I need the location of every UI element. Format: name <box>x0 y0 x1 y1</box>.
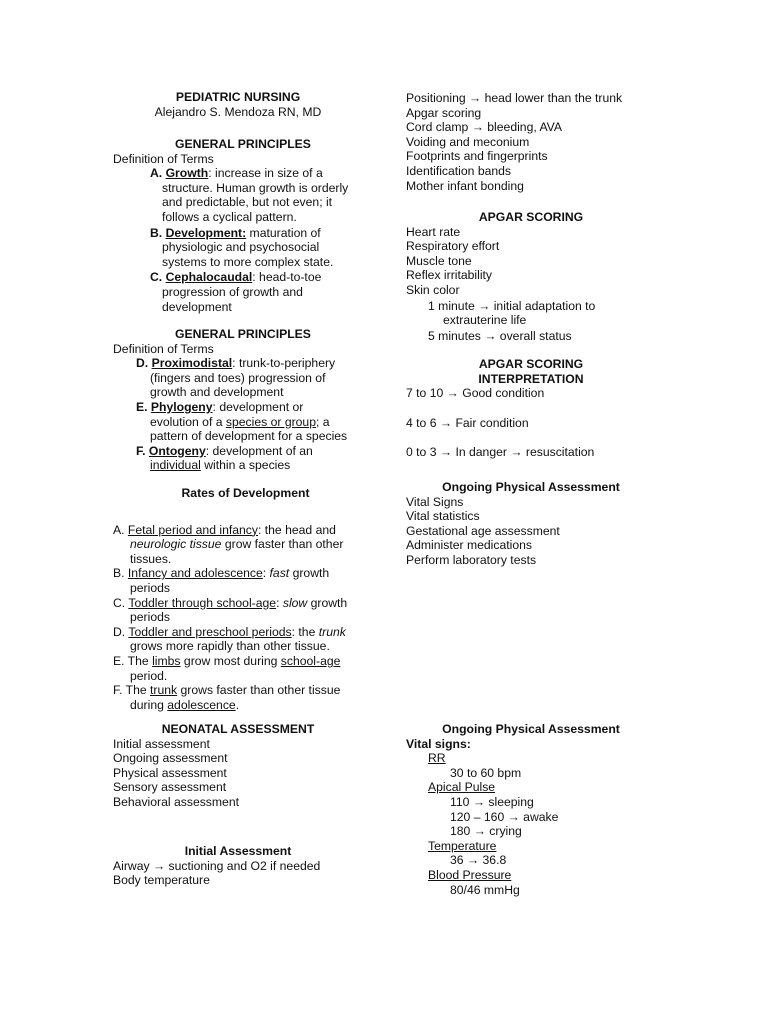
list-item: Voiding and meconium <box>406 134 530 149</box>
list-item: Identification bands <box>406 163 512 178</box>
section-heading: Ongoing Physical Assessment <box>442 722 620 736</box>
rate-b: B. Infancy and adolescence: fast growth <box>113 566 330 581</box>
vital-signs-label: Vital signs: <box>406 736 471 751</box>
rr-value: 30 to 60 bpm <box>450 765 522 780</box>
list-item: Skin color <box>406 282 460 297</box>
apical-pulse-label: Apical Pulse <box>428 780 496 795</box>
rate-e: E. The limbs grow most during school-age <box>113 653 341 668</box>
initial-assessment <box>113 844 363 888</box>
list-item: Ongoing assessment <box>113 751 228 766</box>
procedures-list <box>406 91 666 193</box>
list-item: Respiratory effort <box>406 239 500 254</box>
neonatal-assessment <box>113 722 363 810</box>
def-line: and predictable, but not even; it <box>162 195 333 210</box>
section-heading: APGAR SCORING <box>478 210 584 224</box>
temperature-value: 36 → 36.8 <box>450 853 507 868</box>
apgar-5-minutes: 5 minutes → overall status <box>428 328 572 343</box>
apical-value: 120 – 160 → awake <box>450 809 559 824</box>
term-proximodistal: D. Proximodistal: trunk-to-periphery <box>136 356 336 371</box>
ongoing-assessment-2 <box>406 722 656 897</box>
list-item: Apgar scoring <box>406 105 482 120</box>
apgar-1-minute-cont: extrauterine life <box>443 313 527 328</box>
list-item: Administer medications <box>406 538 532 553</box>
section-heading: APGAR SCORING <box>478 357 584 371</box>
general-principles-2 <box>113 327 373 473</box>
list-item: Perform laboratory tests <box>406 552 537 567</box>
apgar-interpretation <box>406 357 656 460</box>
list-item: Airway → suctioning and O2 if needed <box>113 858 321 873</box>
subheading: Definition of Terms <box>113 341 214 356</box>
def-line: physiologic and psychosocial <box>162 240 320 255</box>
apgar-1-minute: 1 minute → initial adaptation to <box>428 298 596 313</box>
term-cephalocaudal: C. Cephalocaudal: head-to-toe <box>150 270 322 285</box>
def-line: evolution of a species or group; a <box>150 414 330 429</box>
list-item: Reflex irritability <box>406 268 493 283</box>
def-line: development <box>162 299 232 314</box>
list-item: Footprints and fingerprints <box>406 149 548 164</box>
apgar-scoring <box>406 210 656 343</box>
def-line: follows a cyclical pattern. <box>162 209 297 224</box>
rate-c: C. Toddler through school-age: slow growth <box>113 595 348 610</box>
apical-value: 110 → sleeping <box>450 794 534 809</box>
score-good: 7 to 10 → Good condition <box>406 386 545 401</box>
list-item: Gestational age assessment <box>406 523 560 538</box>
rr-label: RR <box>428 751 446 766</box>
def-line: progression of growth and <box>162 284 303 299</box>
list-item: Sensory assessment <box>113 780 227 795</box>
list-item: Muscle tone <box>406 253 472 268</box>
author: Alejandro S. Mendoza RN, MD <box>154 104 322 119</box>
doc-title <box>113 90 363 119</box>
list-item: Cord clamp → bleeding, AVA <box>406 120 563 135</box>
apical-value: 180 → crying <box>450 824 522 839</box>
term-growth: A. Growth: increase in size of a <box>150 166 323 181</box>
subheading: Definition of Terms <box>113 151 214 166</box>
rate-f: F. The trunk grows faster than other tissue <box>113 683 341 698</box>
list-item: Behavioral assessment <box>113 794 239 809</box>
list-item: Heart rate <box>406 224 461 239</box>
rate-line: neurologic tissue grow faster than other <box>130 537 344 552</box>
rate-line: grows more rapidly than other tissue. <box>130 639 330 654</box>
term-phylogeny: E. Phylogeny: development or <box>136 399 304 414</box>
rate-line: during adolescence. <box>130 697 240 712</box>
rates-of-development <box>113 486 378 712</box>
list-item: Vital statistics <box>406 509 480 524</box>
section-heading: GENERAL PRINCIPLES <box>175 137 311 151</box>
list-item: Vital Signs <box>406 494 464 509</box>
score-danger: 0 to 3 → In danger → resuscitation <box>406 445 595 460</box>
section-heading: Rates of Development <box>181 486 310 500</box>
def-line: growth and development <box>150 385 284 400</box>
term-development: B. Development: maturation of <box>150 225 321 240</box>
title: PEDIATRIC NURSING <box>175 90 301 104</box>
list-item: Body temperature <box>113 873 210 888</box>
def-line: individual within a species <box>150 458 291 473</box>
list-item: Positioning → head lower than the trunk <box>406 91 623 105</box>
rate-line: period. <box>130 668 168 683</box>
blood-pressure-value: 80/46 mmHg <box>450 882 520 897</box>
blood-pressure-label: Blood Pressure <box>428 867 512 882</box>
ongoing-assessment-1 <box>406 480 656 568</box>
temperature-label: Temperature <box>428 838 497 853</box>
def-line: pattern of development for a species <box>150 429 348 444</box>
rate-d: D. Toddler and preschool periods: the trunk <box>113 624 346 639</box>
section-heading: Initial Assessment <box>184 844 292 858</box>
section-heading: INTERPRETATION <box>478 371 584 386</box>
rate-a: A. Fetal period and infancy: the head and <box>113 522 336 537</box>
rate-line: periods <box>130 610 170 625</box>
def-line: systems to more complex state. <box>162 254 334 269</box>
rate-line: periods <box>130 580 170 595</box>
list-item: Initial assessment <box>113 736 210 751</box>
score-fair: 4 to 6 → Fair condition <box>406 415 529 430</box>
section-heading: NEONATAL ASSESSMENT <box>161 722 315 736</box>
list-item: Mother infant bonding <box>406 178 524 193</box>
general-principles-1 <box>113 137 373 314</box>
def-line: structure. Human growth is orderly <box>162 180 349 195</box>
def-line: (fingers and toes) progression of <box>150 370 326 385</box>
list-item: Physical assessment <box>113 765 227 780</box>
term-ontogeny: F. Ontogeny: development of an <box>136 443 313 458</box>
section-heading: Ongoing Physical Assessment <box>442 480 620 494</box>
section-heading: GENERAL PRINCIPLES <box>175 327 311 341</box>
rate-line: tissues. <box>130 551 172 566</box>
